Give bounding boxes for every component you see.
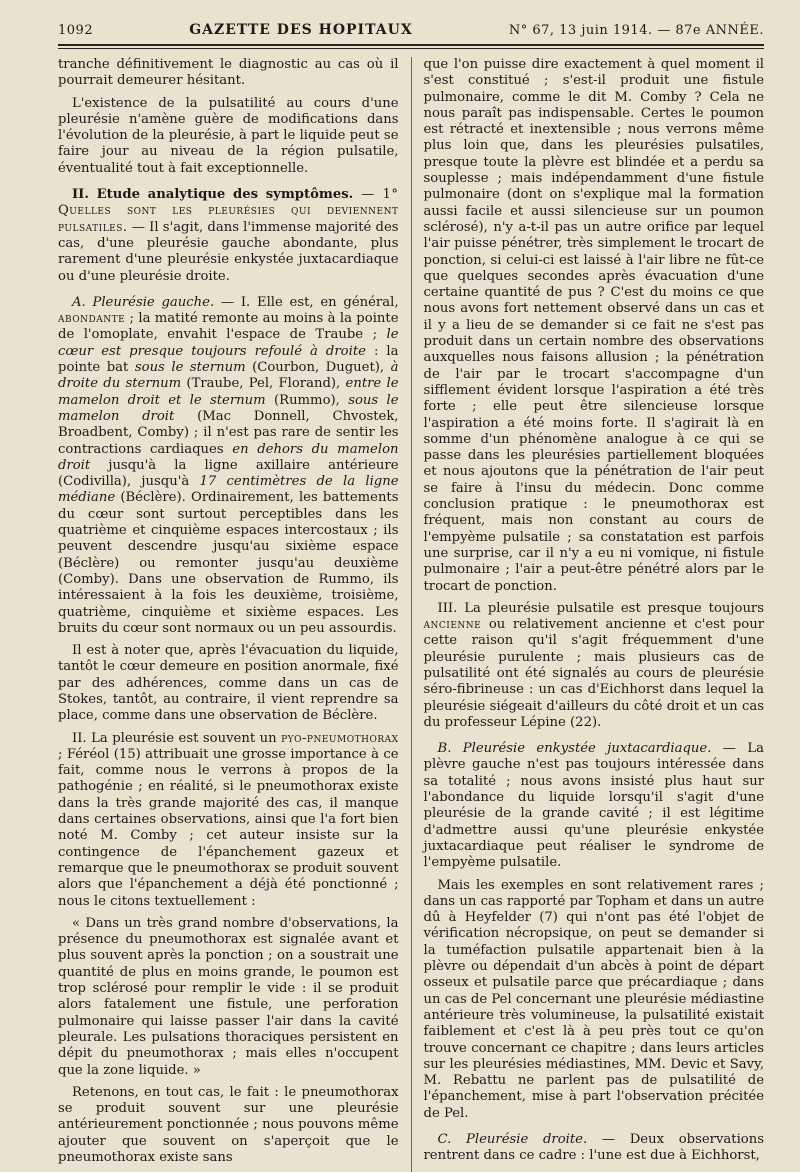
subsection-heading: C. Pleurésie droite.: [437, 1132, 588, 1147]
subsection-c: [424, 1132, 765, 1165]
journal-title: GAZETTE DES HOPITAUX: [189, 22, 413, 38]
italic-run: le cœur est presque toujours refoulé à droite: [58, 327, 399, 359]
subsection-heading: B. Pleurésie enkystée juxtacardiaque.: [437, 741, 712, 757]
text-run: — La plèvre gauche n'est pas toujours intéressée dans sa totalité ; nous avons insisté plus haut sur l'abondance du liquide lorsqu'il s'agit d'une pleurésie de la grande cavité ; il est légitime d'admettre aussi qu'une pleurésie enkystée juxtacardiaque peut réaliser le syndrome de l'empyème pulsatile.: [423, 741, 765, 871]
small-caps-run: pyo-pneumothorax: [281, 730, 399, 746]
text-run: jusqu'à la ligne axillaire antérieure (Codivilla), jusqu'à: [58, 457, 399, 490]
text-run: III. La pleurésie pulsatile est presque toujours: [437, 600, 765, 616]
paragraph: tranche définitivement le diagnostic au cas où il pourrait demeurer hésitant.: [58, 57, 399, 89]
text-run: — Deux observations rentrent dans ce cadre : l'une est due à Eichhorst,: [423, 1132, 765, 1164]
section-heading-paragraph: [58, 187, 399, 285]
quotation-paragraph: « Dans un très grand nombre d'observations, la présence du pneumothorax est signalée avant et plus souvent après la ponction ; on a soustrait une quantité de plus en moins grande, le poumon est trop sclérosé pour remplir le vide : il se produit alors fatalement une fistule, une perforation pulmonaire qui laisse passer l'air dans la cavité pleurale. Les pulsations thoraciques persistent en dépit du pneumothorax ; mais elles n'occupent que la zone liquide. »: [58, 915, 399, 1078]
section-text: — Il s'agit, dans l'immense majorité des cas, d'une pleurésie gauche abondante, plus rarement d'une pleurésie enkystée juxtacardiaque ou d'une pleurésie droite.: [58, 219, 399, 284]
header-rule: [58, 44, 764, 46]
running-header: [58, 22, 764, 38]
italic-run: entre le mamelon droit et le sternum: [58, 376, 399, 408]
italic-run: sous le mamelon droit: [58, 392, 399, 424]
italic-run: en dehors du mamelon droit: [58, 441, 399, 473]
text-run: ; la matité remonte au moins à la pointe de l'omoplate, envahit l'espace de Traube ;: [58, 311, 399, 343]
text-run: (Courbon, Duguet),: [245, 360, 391, 376]
italic-run: sous le sternum: [134, 360, 246, 376]
subsection-b: [424, 741, 765, 871]
italic-run: à droite du sternum: [58, 360, 399, 392]
text-columns: [58, 57, 764, 1172]
section-subheading: — 1° Quelles sont les pleurésies qui deviennent pulsatiles.: [58, 187, 399, 235]
right-column: [424, 57, 765, 1172]
paragraph: [424, 601, 765, 731]
paragraph: que l'on puisse dire exactement à quel moment il s'est constitué ; s'est-il produit une fistule pulmonaire, comme le dit M. Comby ? Cela ne nous paraît pas indispensable. Certes le poumon est rétracté et inextensible ; nous verrons même plus loin que, dans les pleurésies pulsatiles, presque toute la plèvre est blindée et a perdu sa souplesse ; mais indépendamment d'une fistule pulmonaire (dont on s'explique mal la formation aussi facile et aussi silencieuse sur un poumon sclérosé), n'y a-t-il pas un autre orifice par lequel l'air puisse pénétrer, très simplement le trocart de ponction, si celui-ci est laissé à l'air libre ne fût-ce que quelques secondes après évacuation d'une certaine quantité de pus ? C'est du moins ce que nous avons fort nettement observé dans un cas et il y a lieu de se demander si ce fait ne s'est pas produit dans un certain nombre des observations auxquelles nous faisons allusion ; la pénétration de l'air par le trocart s'accompagne d'un sifflement évident lorsque l'aspiration a été très forte ; elle peut être silencieuse lorsque l'aspiration a été moins forte. Il s'agirait là en somme d'un phénomène analogue à ce qui se passe dans les pleurésies partiellement bloquées et nous ajoutons que la pénétration de l'air peut se faire à l'insu du médecin. Donc comme conclusion pratique : le pneumothorax est fréquent, mais non constant au cours de l'empyème pulsatile ; sa constatation est parfois une surprise, car il n'y a eu ni vomique, ni fistule pulmonaire ; l'air a peut-être pénétré alors par le trocart de ponction.: [423, 57, 765, 594]
page-number: 1092: [58, 23, 94, 38]
column-divider: [411, 57, 412, 1172]
text-run: — I. Elle est, en général,: [214, 294, 399, 310]
subsection-heading: A. Pleurésie gauche.: [72, 294, 215, 310]
text-run: ; Féréol (15) attribuait une grosse importance à ce fait, comme nous le verrons à propos de la pathogénie ; en réalité, si le pneumothorax existe dans la très grande majorité des cas, il manque dans certaines observations, ainsi que l'a fort bien noté M. Comby ; cet auteur insiste sur la contingence de l'épanchement gazeux et remarque que le pneumothorax se produit souvent alors que l'épanchement a déjà été ponctionné ; nous le citons textuellement :: [58, 746, 399, 909]
paragraph: L'existence de la pulsatilité au cours d'une pleurésie n'amène guère de modifications dans l'évolution de la pleurésie, à part le liquide peut se faire jour au niveau de la région pulsatile, éventualité tout à fait exceptionnelle.: [58, 95, 399, 176]
italic-run: 17 centimètres de la ligne médiane: [58, 474, 399, 506]
paragraph: Retenons, en tout cas, le fait : le pneumothorax se produit souvent sur une pleurésie antérieurement ponctionnée ; nous pouvons même ajouter que souvent on s'aperçoit que le pneumothorax existe sans: [58, 1084, 399, 1165]
header-rule-thin: [58, 48, 764, 49]
text-run: (Rummo),: [265, 392, 349, 408]
text-run: (Béclère). Ordinairement, les battements du cœur sont surtout perceptibles dans les quatrième et cinquième espaces intercostaux ; ils peuvent descendre jusqu'au sixième espace (Béclère) ou remonter jusqu'au deuxième (Comby). Dans une observation de Rummo, ils intéressaient à la fois les deuxième, troisième, quatrième, cinquième et sixième espaces. Les bruits du cœur sont normaux ou un peu assourdis.: [58, 490, 399, 636]
text-run: : la pointe bat: [58, 343, 399, 376]
subsection-a: [58, 295, 399, 637]
paragraph: Il est à noter que, après l'évacuation du liquide, tantôt le cœur demeure en position anormale, fixé par des adhérences, comme dans un cas de Stokes, tantôt, au contraire, il vient reprendre sa place, comme dans une observation de Béclère.: [58, 643, 399, 724]
text-run: (Mac Donnell, Chvostek, Broadbent, Comby) ; il n'est pas rare de sentir les contractions cardiaques: [58, 408, 399, 457]
section-heading: II. Etude analytique des symptômes.: [72, 187, 354, 203]
text-run: II. La pleurésie est souvent un: [72, 730, 282, 746]
text-run: (Traube, Pel, Florand),: [181, 376, 346, 392]
small-caps-run: abondante: [58, 311, 126, 327]
left-column: [58, 57, 399, 1172]
paragraph: Mais les exemples en sont relativement rares ; dans un cas rapporté par Topham et dans un autre dû à Heyfelder (7) qui n'ont pas été l'objet de vérification nécropsique, on peut se demander si la tuméfaction pulsatile appartenait bien à la plèvre ou dépendait d'un abcès à point de départ osseux et pulsatile parce que précardiaque ; dans un cas de Pel concernant une pleurésie médiastine antérieure très volumineuse, la pulsatilité existait faiblement et c'est là à peu près tout ce qu'on trouve concernant ce chapitre ; dans leurs articles sur les pleurésies médiastines, MM. Devic et Savy, M. Rebattu ne parlent pas de pulsatilité de l'épanchement, mise à part l'observation précitée de Pel.: [423, 877, 765, 1121]
small-caps-run: ancienne: [423, 617, 482, 633]
text-run: ou relativement ancienne et c'est pour cette raison qu'il s'agit fréquemment d'une pleurésie purulente ; mais plusieurs cas de pulsatilité ont été signalés au cours de pleurésie séro-fibrineuse : un cas d'Eichhorst dans lequel la pleurésie siégeait d'ailleurs du côté droit et un cas du professeur Lépine (22).: [423, 617, 765, 730]
issue-info: N° 67, 13 juin 1914. — 87e ANNÉE.: [508, 23, 764, 38]
paragraph: [58, 731, 399, 910]
